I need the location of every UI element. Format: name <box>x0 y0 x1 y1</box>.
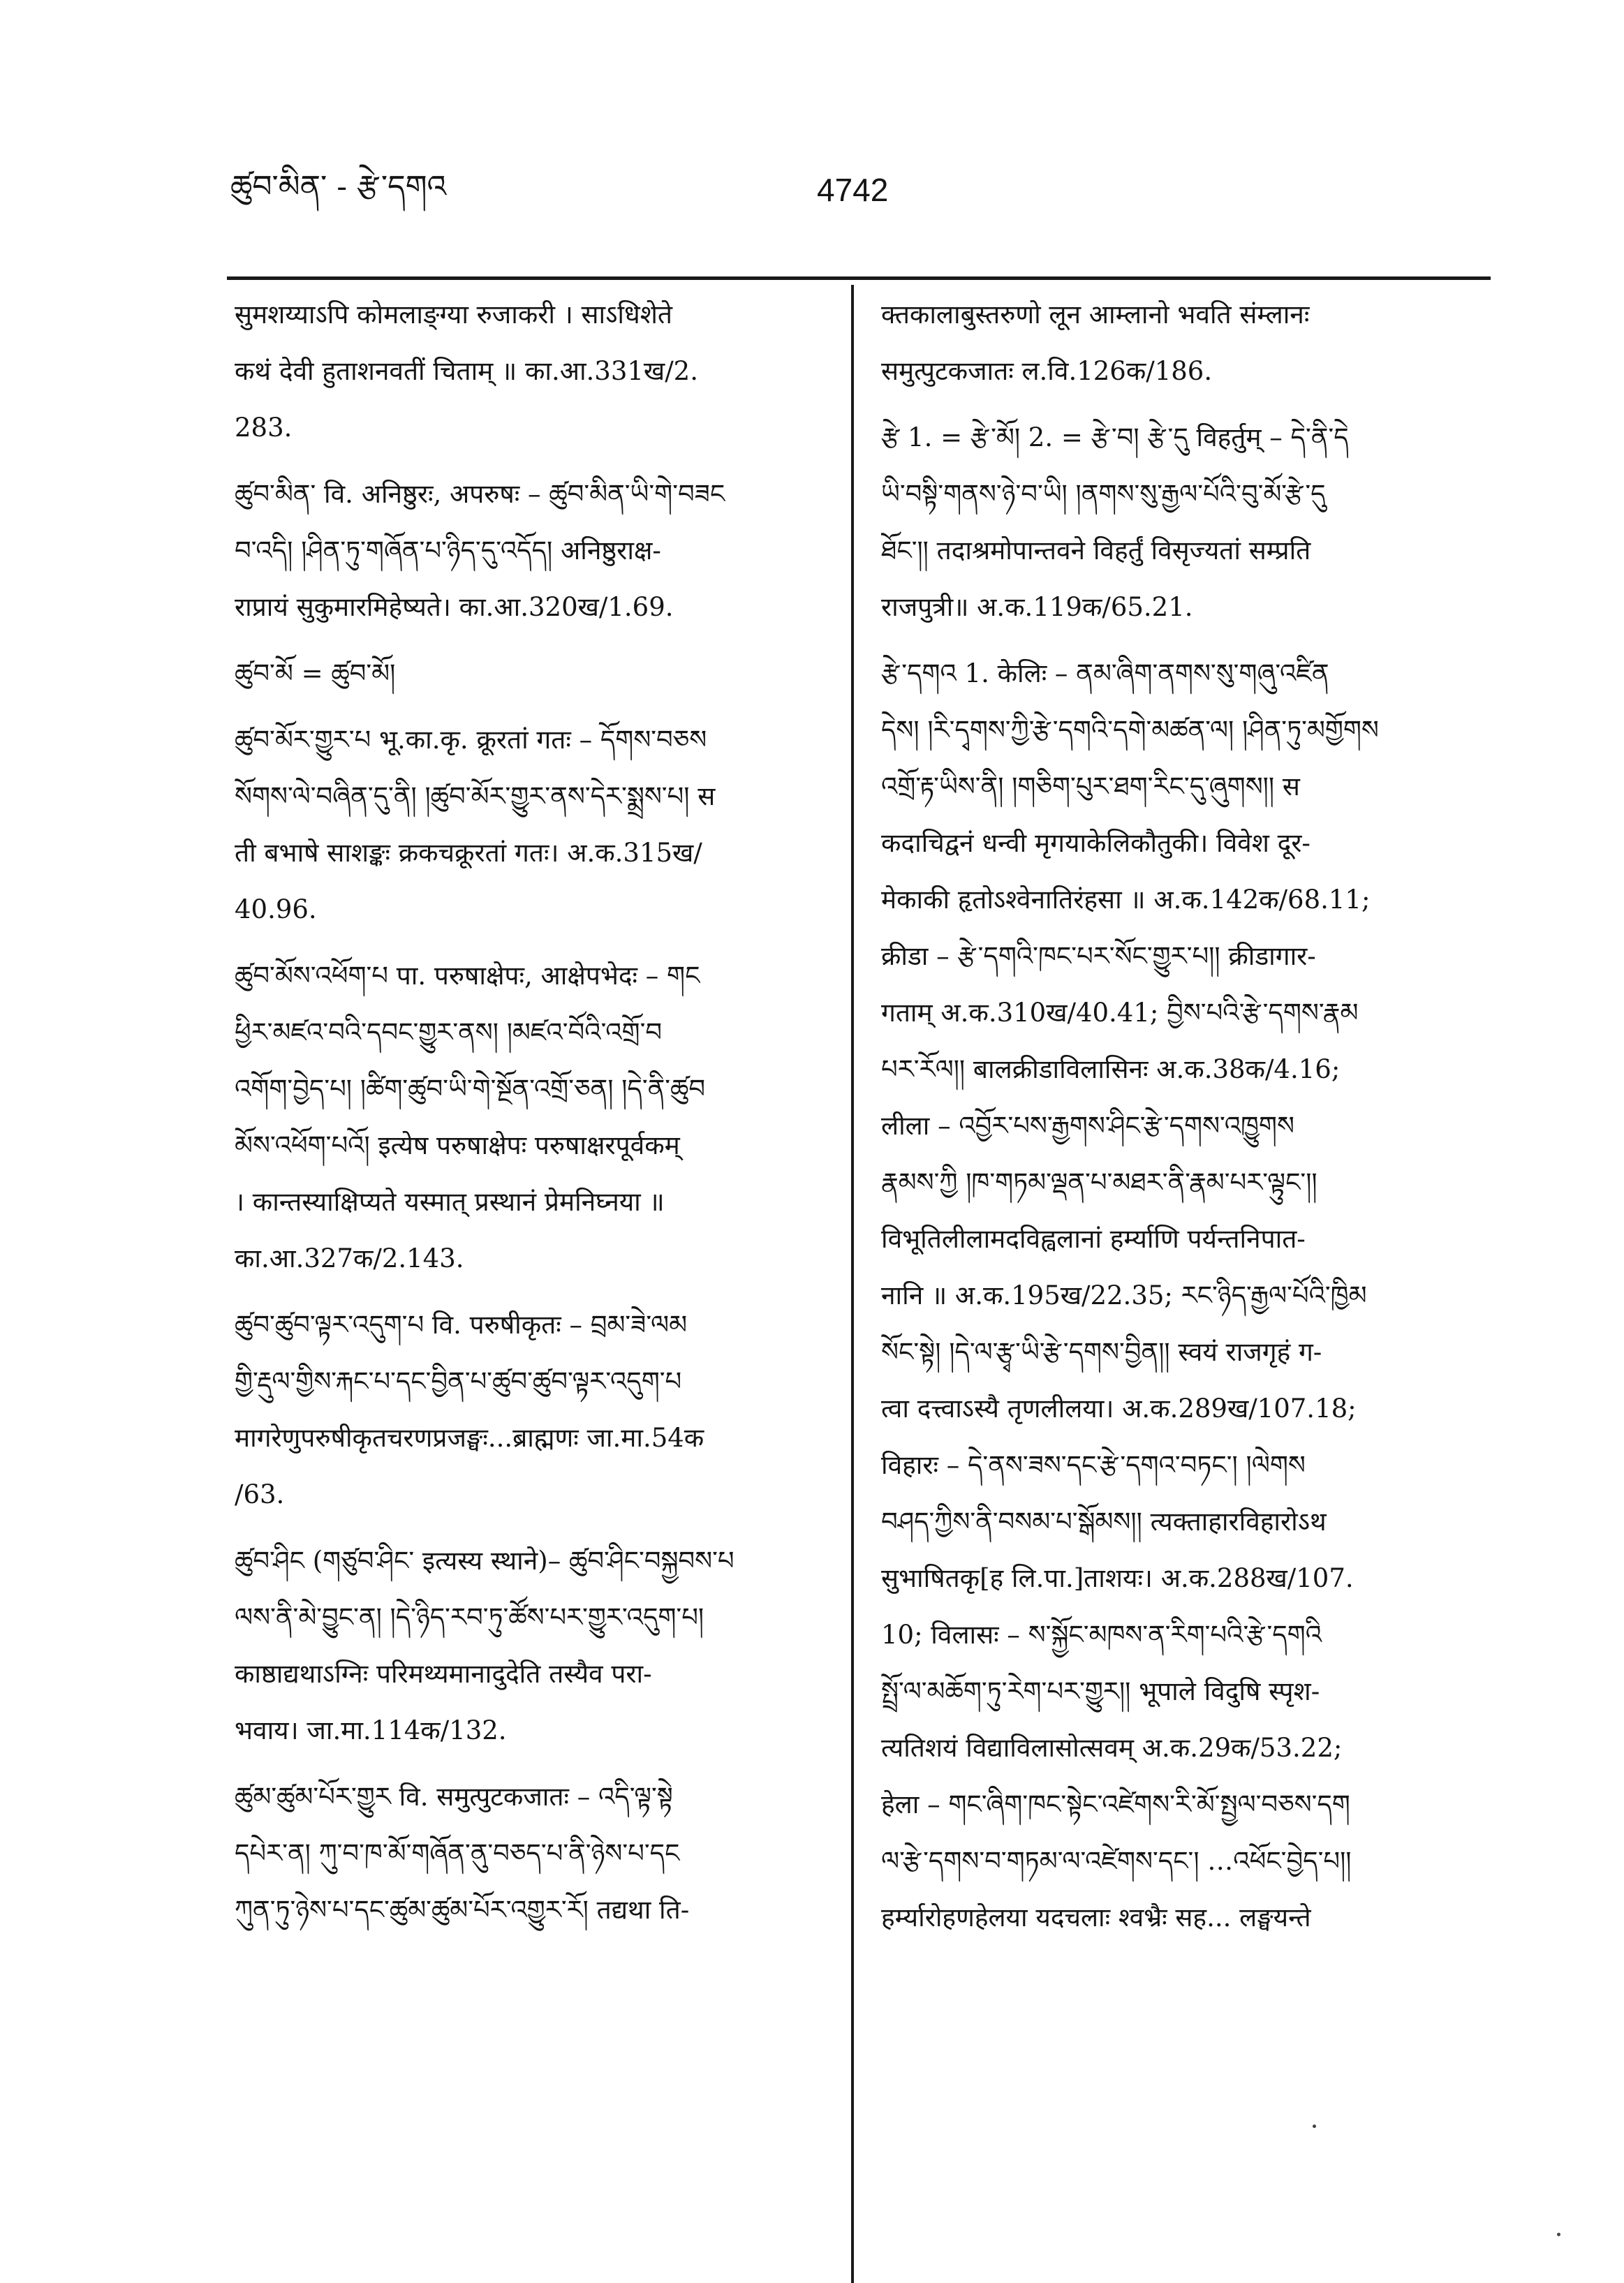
header-rule <box>227 276 1491 280</box>
entry-headword-line: རྩེ་དགའ 1. केलिः – ནམ་ཞིག་ནགས་སུ་གཞུ་འཛིན <box>881 658 1329 688</box>
text-line: དེས། །རི་དྭགས་ཀྱི་རྩེ་དགའི་དགེ་མཚན་ལ། །ཤིན་ཏུ་མགྱོགས <box>881 715 1379 745</box>
text-line: काष्ठाद्यथाऽग्निः परिमथ्यमानादुदेति तस्यैव परा- <box>235 1659 652 1689</box>
text-line: ཐོང་།། तदाश्रमोपान्तवने विहर्तुं विसृज्यतां सम्प्रति <box>881 535 1311 566</box>
left-column <box>235 286 834 1938</box>
text-line: སྤྲོ་ལ་མཆོག་ཏུ་རེག་པར་གྱུར།། भूपाले विदुषि स्पृश- <box>881 1676 1320 1706</box>
text-line: का.आ.327क/2.143. <box>235 1243 464 1273</box>
text-line: कदाचिद्वनं धन्वी मृगयाकेलिकौतुकी। विवेश दूर- <box>881 828 1311 858</box>
text-line: ཕྱིར་མཛའ་བའི་དབང་གྱུར་ནས། །མཛའ་བོའི་འགྲོ་བ <box>235 1017 663 1047</box>
entry-gap <box>881 399 1496 409</box>
scan-speck <box>1313 2125 1316 2128</box>
text-line: राजपुत्री॥ अ.क.119क/65.21. <box>881 592 1193 622</box>
entry-gap <box>235 938 834 947</box>
text-line: ती बभाषे साशङ्कः क्रकचक्रूरतां गतः। अ.क.315ख/ <box>235 838 702 868</box>
text-line: གྱི་རྡུལ་གྱིས་རྐང་པ་དང་བྱིན་པ་ཚུབ་ཚུབ་ལྟར་འདུག་པ <box>235 1366 682 1396</box>
text-line: लीला – འབྱོར་པས་རྒྱགས་ཤིང་རྩེ་དགས་འཁྱུགས <box>881 1111 1294 1141</box>
text-line: मागरेणुपरुषीकृतचरणप्रजङ्घः...ब्राह्मणः जा.मा.54क <box>235 1423 704 1453</box>
running-head: ཚུབ་མིན་ - རྩེ་དགའ <box>230 169 447 205</box>
entry-gap <box>235 456 834 466</box>
entry-gap <box>235 702 834 711</box>
text-line: हेला – གང་ཞིག་ཁང་སྟེང་འཛེགས་རི་མོ་སྤྱལ་བཅས་དག <box>881 1789 1350 1819</box>
entry-gap <box>235 1759 834 1768</box>
text-line: नानि ॥ अ.क.195ख/22.35; རང་ཉིད་རྒྱལ་པོའི་ཁྱིམ <box>881 1280 1367 1310</box>
text-line: 40.96. <box>235 894 317 924</box>
entry-headword-line: ཚུབ་མོ = ཚུབ་མོ། <box>235 658 396 688</box>
text-line: ཀུན་ཏུ་ཉེས་པ་དང་ཚུམ་ཚུམ་པོར་འགྱུར་རོ། तद्यथा ति- <box>235 1895 690 1925</box>
text-line: ལ་རྩེ་དགས་བ་གཏམ་ལ་འཛེགས་དང་། …འཕོང་བྱེད་པ།། <box>881 1846 1352 1876</box>
text-line: विभूतिलीलामदविह्वलानां हर्म्याणि पर्यन्तनिपात- <box>881 1224 1306 1254</box>
text-line: བཤད་ཀྱིས་ནི་བསམ་པ་སྒོམས།། त्यक्ताहारविहारोऽथ <box>881 1507 1327 1537</box>
column-divider <box>851 285 854 2283</box>
entry-headword-line: ཚུབ་མོར་གྱུར་པ भू.का.कृ. क्रूरतां गतः – དོགས་བཅས <box>235 725 707 755</box>
text-line: སོགས་ལེ་བཞིན་དུ་ནི། །ཚུབ་མོར་གྱུར་ནས་དེར་སྨྲས་པ། स <box>235 781 716 811</box>
right-column <box>881 286 1496 1946</box>
text-line: सुमशय्याऽपि कोमलाङ्ग्या रुजाकरी । साऽधिशेते <box>235 300 672 330</box>
entry-headword-line: ཚུབ་མོས་འཕོག་པ पा. परुषाक्षेपः, आक्षेपभेदः – གང <box>235 961 700 991</box>
text-line: मेकाकी हृतोऽश्वेनातिरंहसा ॥ अ.क.142क/68.11; <box>881 885 1371 915</box>
text-line: त्वा दत्त्वाऽस्यै तृणलीलया। अ.क.289ख/107.18; <box>881 1394 1357 1424</box>
text-line: དཔེར་ན། ཀུ་བ་ཁ་མོ་གཞོན་ནུ་བཅད་པ་ནི་ཉེས་པ་དང <box>235 1838 680 1868</box>
text-line: བ་འདི། །ཤིན་ཏུ་གཞོན་པ་ཉིད་དུ་འདོད། अनिष्ठुराक्ष- <box>235 535 661 566</box>
text-line: गताम् अ.क.310ख/40.41; བྱིས་པའི་རྩེ་དགས་རྣམ <box>881 998 1359 1028</box>
text-line: राप्रायं सुकुमारमिहेष्यते। का.आ.320ख/1.69. <box>235 592 674 622</box>
text-line: ཡི་བསྟི་གནས་ཉེ་བ་ཡི། །ནགས་སུ་རྒྱལ་པོའི་བུ་མོ་རྩེ་དུ <box>881 479 1326 509</box>
text-line: समुत्पुटकजातः ल.वि.126क/186. <box>881 356 1213 386</box>
entry-gap <box>235 635 834 645</box>
text-line: कथं देवी हुताशनवतीं चिताम् ॥ का.आ.331ख/2. <box>235 356 698 386</box>
text-line: 10; विलासः – ས་སྐྱོང་མཁས་ན་རིག་པའི་རྩེ་དགའི <box>881 1620 1322 1650</box>
text-line: མོས་འཕོག་པའོ། इत्येष परुषाक्षेपः परुषाक्षरपूर्वकम् <box>235 1130 680 1160</box>
entry-gap <box>235 1523 834 1532</box>
entry-headword-line: ཚུབ་ཤིང (གཙུབ་ཤིང་ इत्यस्य स्थाने)– ཚུབ་ཤིང་བསྐྱབས་པ <box>235 1546 735 1576</box>
scan-speck <box>1557 2233 1560 2236</box>
text-line: 283. <box>235 413 293 443</box>
text-line: । कान्तस्याक्षिप्यते यस्मात् प्रस्थानं प्रेमनिघ्नया ॥ <box>235 1187 665 1217</box>
text-line: འགོག་བྱེད་པ། །ཚིག་ཚུབ་ཡི་གེ་སྔོན་འགྲོ་ཅན། །དེ་ནི་ཚུབ <box>235 1074 706 1104</box>
text-line: विहारः – དེ་ནས་ཟས་དང་རྩེ་དགའ་བཏང་། །ལེགས <box>881 1450 1306 1480</box>
text-line: སོང་སྟེ། །དེ་ལ་རྩྭ་ཡི་རྩེ་དགས་བྱིན།། स्वयं राजगृहं ग- <box>881 1337 1322 1367</box>
entry-gap <box>235 1287 834 1296</box>
text-line: རྣམས་ཀྱི །ཁ་གཏམ་ལྡན་པ་མཐར་ནི་རྣམ་པར་ལྟུང་།། <box>881 1167 1317 1197</box>
text-line: हर्म्यारोहणहेलया यदचलाः श्वभ्रैः सह... लङ्घयन्ते <box>881 1902 1311 1933</box>
text-line: པར་རོལ།། बालक्रीडाविलासिनः अ.क.38क/4.16; <box>881 1054 1341 1084</box>
entry-headword-line: ཚུམ་ཚུམ་པོར་གྱུར वि. समुत्पुटकजातः – འདི་ལྟ་སྟེ <box>235 1782 673 1812</box>
entry-headword-line: ཚུབ་ཚུབ་ལྟར་འདུག་པ वि. परुषीकृतः – བྲམ་ཟེ་ལམ <box>235 1310 688 1340</box>
text-line: त्यतिशयं विद्याविलासोत्सवम् अ.क.29क/53.22; <box>881 1733 1343 1763</box>
entry-headword-line: རྩེ 1. = རྩེ་མོ། 2. = རྩེ་བ། རྩེ་དུ विहर्तुम् – དེ་ནི་དེ <box>881 422 1349 452</box>
entry-headword-line: ཚུབ་མིན་ वि. अनिष्ठुरः, अपरुषः – ཚུབ་མིན་ཡི་གེ་བཟང <box>235 479 725 509</box>
text-line: सुभाषितकृ[ह लि.पा.]ताशयः। अ.क.288ख/107. <box>881 1563 1354 1593</box>
text-line: क्तकालाबुस्तरुणो लून आम्लानो भवति संम्लानः <box>881 300 1310 330</box>
entry-gap <box>881 635 1496 645</box>
text-line: འགྲོ་རྟ་ཡིས་ནི། །གཅིག་པུར་ཐག་རིང་དུ་ཞུགས།། स <box>881 771 1300 801</box>
text-line: ལས་ནི་མེ་བྱུང་ན། །དེ་ཉིད་རབ་ཏུ་ཚོས་པར་གྱུར་འདུག་པ། <box>235 1602 704 1632</box>
text-line: क्रीडा – རྩེ་དགའི་ཁང་པར་སོང་གྱུར་པ།། क्रीडागार- <box>881 941 1316 971</box>
text-line: भवाय। जा.मा.114क/132. <box>235 1715 507 1745</box>
text-line: /63. <box>235 1479 285 1509</box>
page-number: 4742 <box>817 172 889 208</box>
